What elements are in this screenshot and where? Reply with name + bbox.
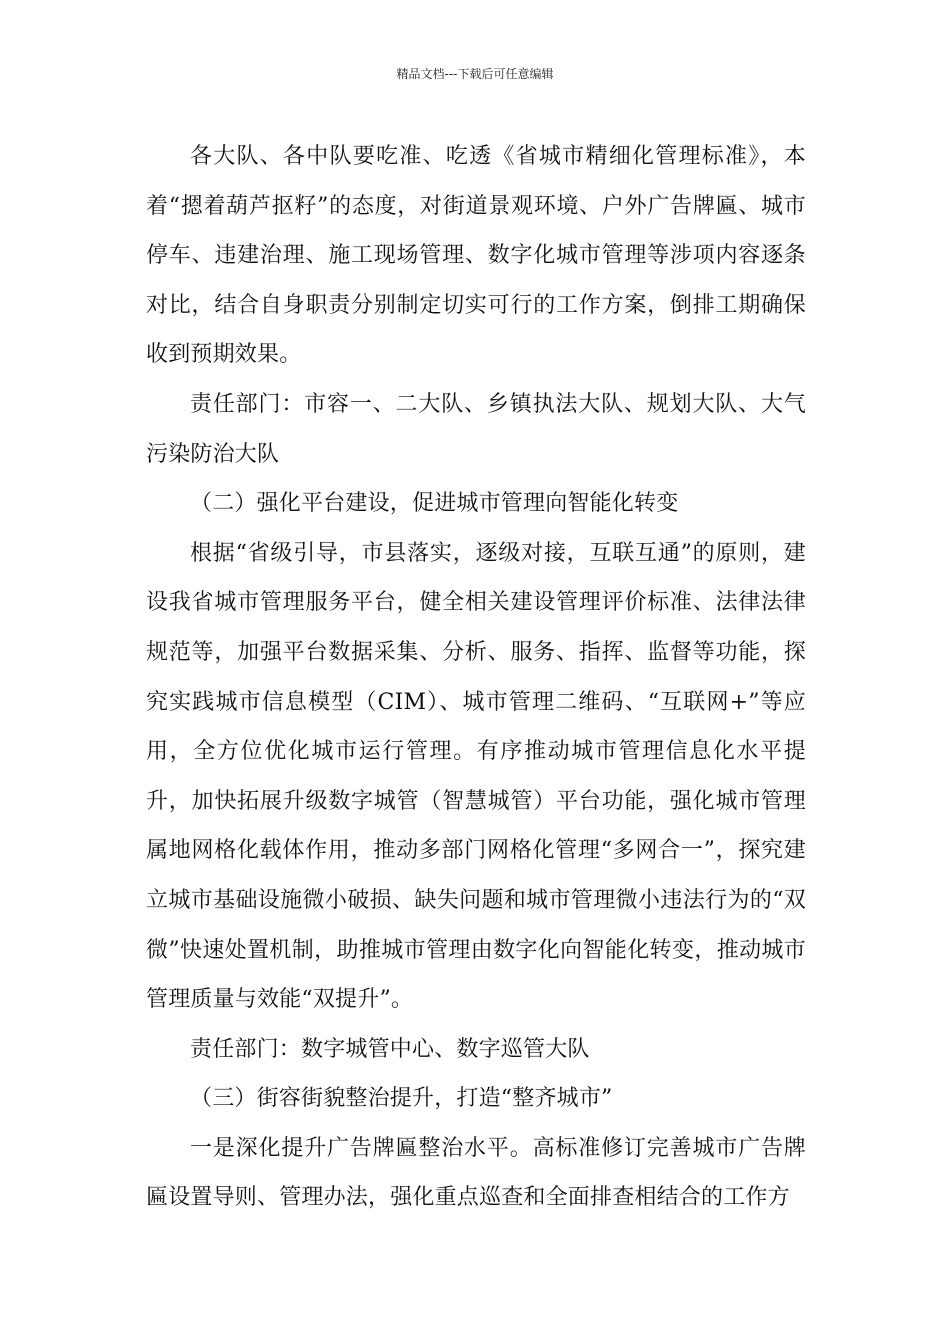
section-heading-2: （二）强化平台建设，促进城市管理向智能化转变 [190, 491, 679, 517]
paragraph-signage: 一是深化提升广告牌匾整治水平。高标准修订完善城市广告牌匾设置导则、管理办法，强化重点巡查和全面排查相结合的工作方 [146, 1135, 806, 1211]
paragraph-standards: 各大队、各中队要吃准、吃透《省城市精细化管理标准》，本着“摁着葫芦抠籽”的态度，对街道景观环境、户外广告牌匾、城市停车、违建治理、施工现场管理、数字化城市管理等涉项内容逐条对比，结合自身职责分别制定切实可行的工作方案，倒排工期确保收到预期效果。 [146, 144, 806, 368]
paragraph-responsible-dept-2: 责任部门：数字城管中心、数字巡管大队 [190, 1036, 590, 1062]
document-body [146, 132, 806, 1223]
paragraph-responsible-dept-1: 责任部门：市容一、二大队、乡镇执法大队、规划大队、大气污染防治大队 [146, 391, 806, 467]
section-heading-3: （三）街容街貌整治提升，打造“整齐城市” [190, 1086, 613, 1112]
paragraph-platform: 根据“省级引导，市县落实，逐级对接，互联互通”的原则，建设我省城市管理服务平台，健全相关建设管理评价标准、法律法律规范等，加强平台数据采集、分析、服务、指挥、监督等功能，探究实践城市信息模型（CIM）、城市管理二维码、“互联网+”等应用，全方位优化城市运行管理。有序推动城市管理信息化水平提升，加快拓展升级数字城管（智慧城管）平台功能，强化城市管理属地网格化载体作用，推动多部门网格化管理“多网合一”，探究建立城市基础设施微小破损、缺失问题和城市管理微小违法行为的“双微”快速处置机制，助推城市管理由数字化向智能化转变，推动城市管理质量与效能“双提升”。 [146, 540, 806, 1013]
page-header: 精品文档---下载后可任意编辑 [396, 67, 554, 81]
